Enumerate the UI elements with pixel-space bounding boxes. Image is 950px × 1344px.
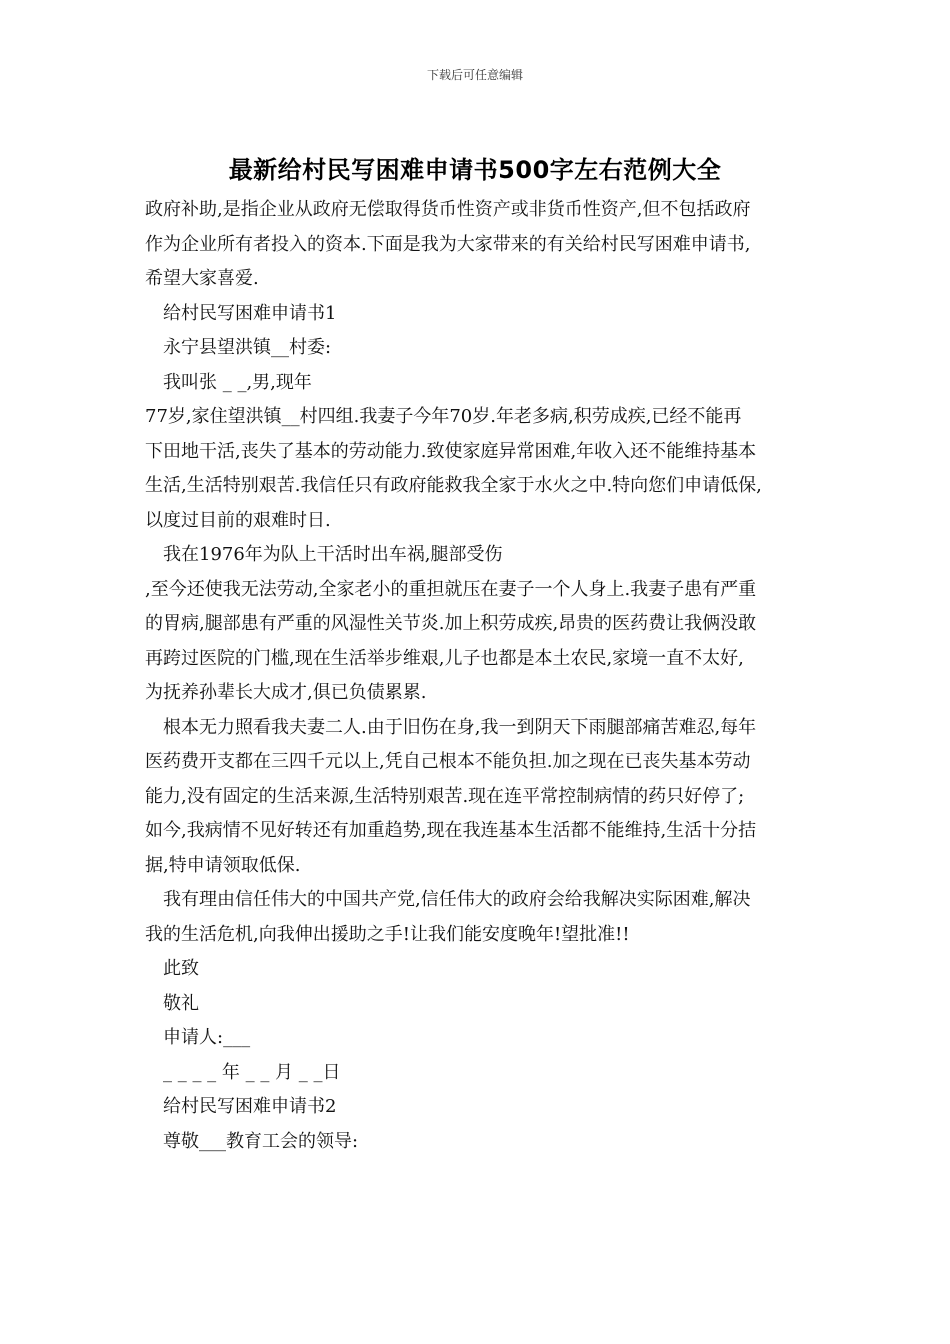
paragraph-line: 根本无力照看我夫妻二人.由于旧伤在身,我一到阴天下雨腿部痛苦难忍,每年 <box>163 716 757 738</box>
paragraph-line: 医药费开支都在三四千元以上,凭自己根本不能负担.加之现在已丧失基本劳动 <box>145 751 751 772</box>
salutation: 永宁县望洪镇__村委: <box>163 337 332 358</box>
closing-line: 此致 <box>163 958 199 979</box>
paragraph-line: 能力,没有固定的生活来源,生活特别艰苦.现在连平常控制病情的药只好停了; <box>145 785 745 807</box>
closing-line: 敬礼 <box>163 992 199 1014</box>
paragraph-line: 我叫张 _ _,男,现年 <box>163 371 312 393</box>
paragraph-line: 据,特申请领取低保. <box>145 854 301 876</box>
paragraph-line: 为抚养孙辈长大成才,俱已负债累累. <box>145 682 427 703</box>
paragraph-line: 再跨过医院的门槛,现在生活举步维艰,儿子也都是本土农民,家境一直不太好, <box>145 647 744 669</box>
paragraph-line: 我的生活危机,向我伸出援助之手!让我们能安度晚年!望批准!! <box>145 923 630 945</box>
document-title: 最新给村民写困难申请书500字左右范例大全 <box>228 156 722 184</box>
applicant-line: 申请人:___ <box>163 1027 251 1048</box>
paragraph-line: 我在1976年为队上干活时出车祸,腿部受伤 <box>163 544 503 565</box>
salutation: 尊敬___教育工会的领导: <box>163 1130 359 1152</box>
paragraph-line: 以度过目前的艰难时日. <box>145 509 331 531</box>
paragraph-line: 77岁,家住望洪镇__村四组.我妻子今年70岁.年老多病,积劳成疾,已经不能再 <box>145 406 742 427</box>
paragraph-line: 希望大家喜爱. <box>145 268 259 289</box>
document-body <box>145 193 815 1159</box>
header-note: 下载后可任意编辑 <box>426 68 523 82</box>
paragraph-line: 下田地干活,丧失了基本的劳动能力.致使家庭异常困难,年收入还不能维持基本 <box>145 440 757 462</box>
paragraph-line: 作为企业所有者投入的资本.下面是我为大家带来的有关给村民写困难申请书, <box>145 233 751 255</box>
paragraph-line: 如今,我病情不见好转还有加重趋势,现在我连基本生活都不能维持,生活十分拮 <box>145 820 757 841</box>
paragraph-line: 我有理由信任伟大的中国共产党,信任伟大的政府会给我解决实际困难,解决 <box>163 889 751 910</box>
paragraph-line: 的胃病,腿部患有严重的风湿性关节炎.加上积劳成疾,昂贵的医药费让我俩没敢 <box>145 613 757 634</box>
date-line: _ _ _ _ 年 _ _ 月 _ _日 <box>163 1061 341 1083</box>
section-heading: 给村民写困难申请书2 <box>163 1096 337 1117</box>
section-heading: 给村民写困难申请书1 <box>163 302 337 324</box>
paragraph-line: 生活,生活特别艰苦.我信任只有政府能救我全家于水火之中.特向您们申请低保, <box>145 475 762 496</box>
paragraph-line: 政府补助,是指企业从政府无偿取得货币性资产或非货币性资产,但不包括政府 <box>145 199 751 220</box>
paragraph-line: ,至今还使我无法劳动,全家老小的重担就压在妻子一个人身上.我妻子患有严重 <box>145 578 757 600</box>
